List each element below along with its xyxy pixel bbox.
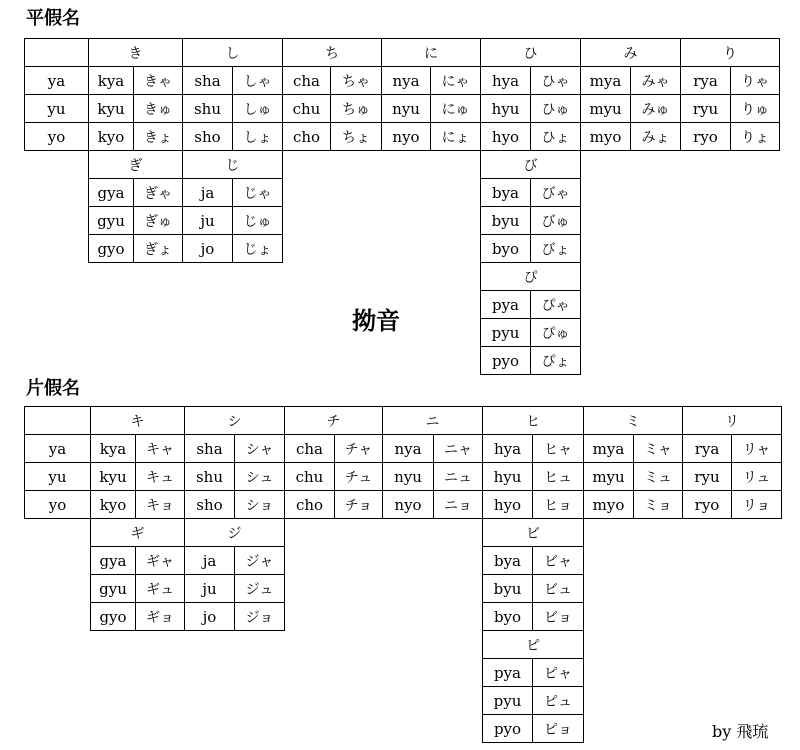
kana-cell: りゃ [730,66,780,95]
romaji-cell: nya [381,66,431,95]
romaji-cell: ryu [682,462,732,491]
kana-cell: ビョ [532,602,584,631]
kana-cell: ニャ [433,434,483,463]
romaji-cell: ryo [682,490,732,519]
kana-cell: ギャ [135,546,185,575]
kana-cell: シャ [234,434,285,463]
kana-cell: ぴゃ [530,290,581,319]
romaji-cell: kya [90,434,136,463]
kana-cell: ひゃ [530,66,581,95]
romaji-cell: chu [282,94,331,123]
romaji-cell: pya [480,290,531,319]
romaji-cell: nya [382,434,434,463]
romaji-cell: sho [184,490,235,519]
kana-cell: びゅ [530,206,581,235]
kana-cell: じゅ [232,206,283,235]
romaji-cell: nyu [381,94,431,123]
romaji-cell: cho [284,490,335,519]
column-header: ミ [583,406,683,435]
romaji-cell: ju [182,206,233,235]
column-header: に [381,38,481,67]
kana-cell: みょ [630,122,681,151]
column-header: リ [682,406,782,435]
kana-cell: キャ [135,434,185,463]
hiragana-title: 平假名 [26,8,80,29]
sub-header: ビ [482,518,584,547]
kana-cell: チャ [334,434,383,463]
romaji-cell: nyo [381,122,431,151]
kana-cell: にゅ [430,94,481,123]
kana-cell: リョ [731,490,782,519]
romaji-cell: myo [580,122,631,151]
romaji-cell: kyo [88,122,134,151]
kana-cell: ぎょ [133,234,183,263]
katakana-title: 片假名 [26,378,80,399]
sub-header: び [480,150,581,179]
kana-cell: ミョ [633,490,683,519]
romaji-cell: mya [583,434,634,463]
romaji-cell: pyo [482,714,533,743]
kana-cell: ショ [234,490,285,519]
kana-cell: ヒャ [532,434,584,463]
romaji-cell: hyo [482,490,533,519]
sub-header: ぎ [88,150,183,179]
romaji-cell: pya [482,658,533,687]
column-header: き [88,38,183,67]
romaji-cell: gya [90,546,136,575]
romaji-cell: gyo [88,234,134,263]
romaji-cell: gyu [90,574,136,603]
column-header: キ [90,406,185,435]
kana-cell: ピョ [532,714,584,743]
kana-cell: ぴょ [530,346,581,375]
romaji-cell: cha [282,66,331,95]
kana-cell: きゅ [133,94,183,123]
row-label: yu [24,462,91,491]
row-label: ya [24,434,91,463]
column-header: チ [284,406,383,435]
kana-cell: しょ [232,122,283,151]
youon-label: 拗音 [352,306,400,335]
kana-cell: じょ [232,234,283,263]
kana-cell: ぎゃ [133,178,183,207]
romaji-cell: ryo [680,122,731,151]
kana-cell: キュ [135,462,185,491]
romaji-cell: shu [184,462,235,491]
column-header: み [580,38,681,67]
romaji-cell: sho [182,122,233,151]
romaji-cell: jo [184,602,235,631]
romaji-cell: byo [482,602,533,631]
kana-cell: シュ [234,462,285,491]
kana-cell: ヒュ [532,462,584,491]
romaji-cell: byu [480,206,531,235]
romaji-cell: gyo [90,602,136,631]
kana-cell: ジュ [234,574,285,603]
kana-cell: ぎゅ [133,206,183,235]
romaji-cell: kyu [90,462,136,491]
kana-cell: ちゃ [330,66,382,95]
romaji-cell: myu [583,462,634,491]
romaji-cell: jo [182,234,233,263]
romaji-cell: bya [480,178,531,207]
romaji-cell: kyo [90,490,136,519]
kana-cell: しゃ [232,66,283,95]
kana-cell: チョ [334,490,383,519]
romaji-cell: sha [182,66,233,95]
romaji-cell: rya [682,434,732,463]
kana-cell: ジャ [234,546,285,575]
kana-cell: にょ [430,122,481,151]
kana-cell: ミュ [633,462,683,491]
kana-cell: ビャ [532,546,584,575]
kana-cell: みゅ [630,94,681,123]
byline: by 飛琉 [712,722,769,741]
romaji-cell: cha [284,434,335,463]
romaji-cell: gyu [88,206,134,235]
romaji-cell: pyo [480,346,531,375]
kana-cell: ビュ [532,574,584,603]
romaji-cell: bya [482,546,533,575]
kana-cell: みゃ [630,66,681,95]
row-label: ya [24,66,89,95]
kana-cell: ギョ [135,602,185,631]
sub-header: ピ [482,630,584,659]
kana-cell: びゃ [530,178,581,207]
sub-header: じ [182,150,283,179]
romaji-cell: myu [580,94,631,123]
kana-cell: ニョ [433,490,483,519]
sub-header: ギ [90,518,185,547]
romaji-cell: pyu [482,686,533,715]
kana-cell: びょ [530,234,581,263]
romaji-cell: ryu [680,94,731,123]
column-header: シ [184,406,285,435]
romaji-cell: rya [680,66,731,95]
kana-cell: きゃ [133,66,183,95]
column-header: り [680,38,780,67]
romaji-cell: byo [480,234,531,263]
corner-cell [24,406,91,435]
romaji-cell: mya [580,66,631,95]
romaji-cell: ju [184,574,235,603]
kana-cell: ピュ [532,686,584,715]
kana-cell: ジョ [234,602,285,631]
romaji-cell: gya [88,178,134,207]
romaji-cell: kyu [88,94,134,123]
kana-cell: キョ [135,490,185,519]
romaji-cell: hyu [480,94,531,123]
romaji-cell: hyu [482,462,533,491]
kana-cell: チュ [334,462,383,491]
kana-cell: じゃ [232,178,283,207]
corner-cell [24,38,89,67]
romaji-cell: chu [284,462,335,491]
kana-cell: ピャ [532,658,584,687]
kana-cell: ギュ [135,574,185,603]
romaji-cell: nyu [382,462,434,491]
romaji-cell: hyo [480,122,531,151]
kana-cell: ひょ [530,122,581,151]
row-label: yo [24,490,91,519]
kana-cell: りゅ [730,94,780,123]
romaji-cell: hya [482,434,533,463]
row-label: yu [24,94,89,123]
row-label: yo [24,122,89,151]
column-header: ち [282,38,382,67]
kana-cell: ちょ [330,122,382,151]
kana-cell: ぴゅ [530,318,581,347]
kana-cell: ミャ [633,434,683,463]
romaji-cell: kya [88,66,134,95]
romaji-cell: ja [184,546,235,575]
romaji-cell: ja [182,178,233,207]
kana-cell: きょ [133,122,183,151]
romaji-cell: pyu [480,318,531,347]
column-header: ニ [382,406,483,435]
kana-cell: リュ [731,462,782,491]
romaji-cell: sha [184,434,235,463]
romaji-cell: byu [482,574,533,603]
kana-cell: ちゅ [330,94,382,123]
kana-cell: ヒョ [532,490,584,519]
romaji-cell: cho [282,122,331,151]
romaji-cell: nyo [382,490,434,519]
kana-cell: にゃ [430,66,481,95]
kana-cell: ひゅ [530,94,581,123]
kana-cell: ニュ [433,462,483,491]
kana-cell: リャ [731,434,782,463]
sub-header: ぴ [480,262,581,291]
kana-cell: りょ [730,122,780,151]
romaji-cell: hya [480,66,531,95]
sub-header: ジ [184,518,285,547]
column-header: し [182,38,283,67]
kana-cell: しゅ [232,94,283,123]
column-header: ひ [480,38,581,67]
column-header: ヒ [482,406,584,435]
romaji-cell: shu [182,94,233,123]
romaji-cell: myo [583,490,634,519]
